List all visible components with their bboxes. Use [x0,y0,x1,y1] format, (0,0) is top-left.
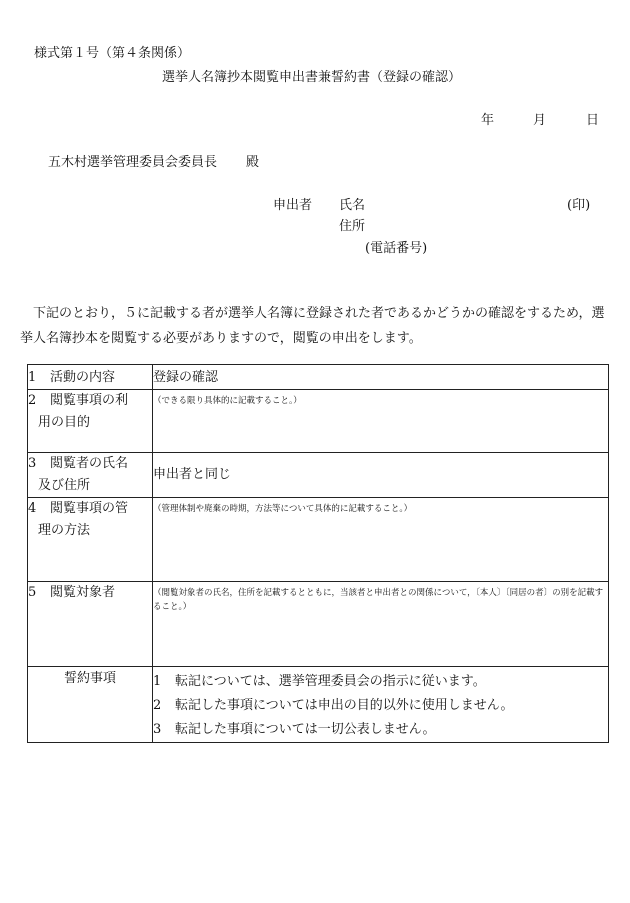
row-number: 4 [28,501,37,516]
addressee-honorific: 殿 [246,155,260,170]
applicant-phone-label: (電話番号) [365,241,428,256]
oath-item-text: 転記した事項については一切公表しません。 [175,722,436,737]
table-row-activity [28,365,609,390]
date-year-label: 年 [481,113,495,128]
oath-item-number: 1 [153,674,162,689]
oath-item [153,718,608,742]
applicant-name-label: 氏名 [339,198,366,213]
row-label-text-line2: 理の方法 [38,523,91,538]
table-row-oath [28,667,609,743]
seal-label: (印) [567,198,591,213]
management-field[interactable] [153,498,609,582]
activity-content: 登録の確認 [153,365,609,390]
row-number: 1 [28,370,37,385]
application-table [27,364,609,743]
date-day-label: 日 [586,113,600,128]
row-number: 2 [28,393,37,408]
row-number: 3 [28,456,37,471]
row-label-text-line2: 用の目的 [38,415,91,430]
row-label-text: 閲覧者の氏名 [50,456,129,471]
row-label [28,498,153,582]
field-note: （閲覧対象者の氏名，住所を記載するとともに，当該者と申出者との関係について，〔本人〕〔同居の者〕の別を記載すること。） [153,588,604,612]
row-label [28,365,153,390]
table-row-viewer [28,453,609,498]
table-row-target [28,582,609,667]
field-note: （管理体制や廃棄の時期，方法等について具体的に記載すること。） [153,504,413,514]
row-label [28,582,153,667]
table-row-management [28,498,609,582]
document-title: 選挙人名簿抄本閲覧申出書兼誓約書（登録の確認） [162,70,462,85]
row-label [28,453,153,498]
row-label-text: 閲覧事項の管 [50,501,129,516]
row-label-text: 活動の内容 [50,370,116,385]
oath-item-text: 転記した事項については申出の目的以外に使用しません。 [175,698,514,713]
row-label-text-line2: 及び住所 [38,478,91,493]
body-paragraph: 下記のとおり，５に記載する者が選挙人名簿に登録された者であるかどうかの確認をするため，選挙人名簿抄本を閲覧する必要がありますので，閲覧の申出をします。 [20,306,605,346]
applicant-address-label: 住所 [339,219,366,234]
oath-label: 誓約事項 [28,667,153,743]
date-month-label: 月 [533,113,547,128]
viewer-content: 申出者と同じ [153,453,609,498]
row-label-text: 閲覧事項の利 [50,393,129,408]
applicant-label: 申出者 [273,198,313,213]
oath-item [153,670,608,694]
field-note: （できる限り具体的に記載すること。） [153,396,302,406]
oath-item [153,694,608,718]
addressee: 五木村選挙管理委員会委員長 [48,155,218,170]
oath-item-text: 転記については、選挙管理委員会の指示に従います。 [175,674,486,689]
table-row-purpose [28,390,609,453]
oath-item-number: 3 [153,722,162,737]
row-label-text: 閲覧対象者 [50,585,116,600]
row-label [28,390,153,453]
oath-item-number: 2 [153,698,162,713]
row-number: 5 [28,585,37,600]
target-field[interactable] [153,582,609,667]
purpose-field[interactable] [153,390,609,453]
form-number: 様式第１号（第４条関係） [34,46,191,61]
oath-content [153,667,609,743]
